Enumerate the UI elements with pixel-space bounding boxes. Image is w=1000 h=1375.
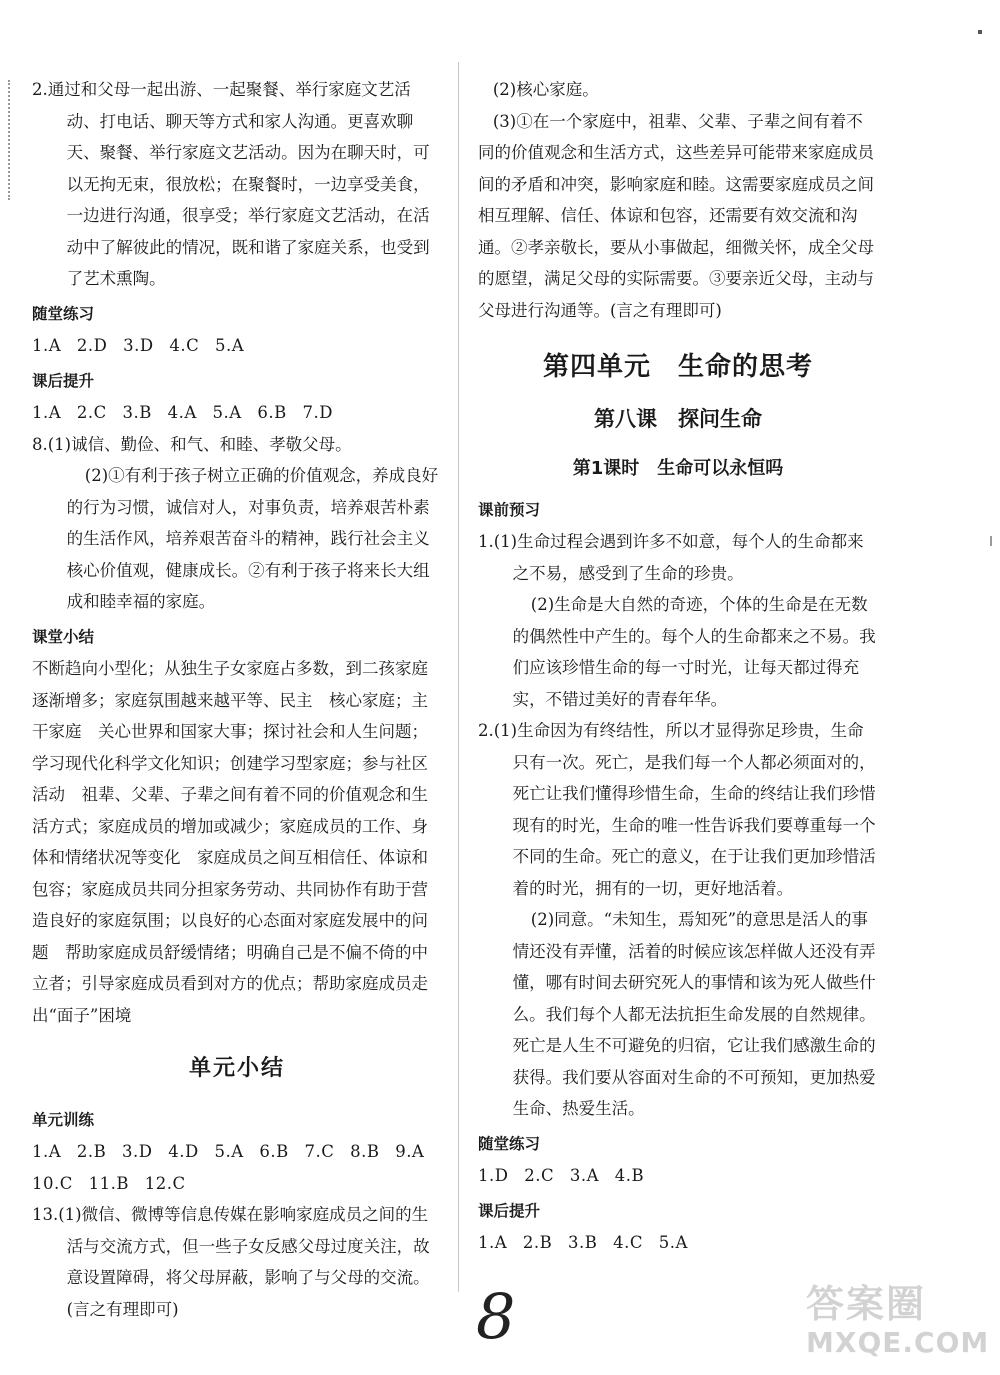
answer-r-q1-part2: (2)生命是大自然的奇迹，个体的生命是在无数的偶然性中产生的。每个人的生命都来之不易。我们应该珍惜生命的每一寸时光，让每天都过得充实，不错过美好的青春年华。	[512, 595, 876, 709]
answers-unit-training-line1: 1.A 2.B 3.D 4.D 5.A 6.B 7.C 8.B 9.A	[32, 1142, 425, 1161]
period-title: 第1课时 生命可以永恒吗	[572, 458, 784, 479]
right-column	[478, 74, 878, 1259]
answers-after-class: 1.A 2.C 3.B 4.A 5.A 6.B 7.D	[32, 403, 334, 422]
page-number: 8	[476, 1280, 516, 1353]
heading-preview: 课前预习	[478, 500, 541, 519]
column-divider	[458, 62, 459, 1292]
heading-after-class: 课后提升	[32, 371, 95, 390]
heading-in-class-practice: 随堂练习	[32, 304, 95, 323]
corner-mark	[978, 30, 982, 34]
watermark-top-text: 答案圈	[806, 1282, 927, 1326]
side-tick	[990, 536, 998, 546]
answers-in-class-practice: 1.A 2.D 3.D 4.C 5.A	[32, 336, 245, 355]
class-summary-text: 不断趋向小型化；从独生子女家庭占多数，到二孩家庭逐渐增多；家庭氛围越来越平等、民主 核心家庭；主干家庭 关心世界和国家大事；探讨社会和人生问题；学习现代化科学文化知识；创建学习型家庭；参与社区活动 祖辈、父辈、子辈之间有着不同的价值观念和生活方式；家庭成员的增加或减少；家庭成员的工作、身体和情绪状况等变化 家庭成员之间互相信任、体谅和包容；家庭成员共同分担家务劳动、共同协作有助于营造良好的家庭氛围；以良好的心态面对家庭发展中的问题 帮助家庭成员舒缓情绪；明确自己是不偏不倚的中立者；引导家庭成员看到对方的优点；帮助家庭成员走出“面子”困境	[32, 659, 428, 1025]
answers-unit-training-line2: 10.C 11.B 12.C	[32, 1173, 186, 1193]
watermark-bottom-text: MXQE.COM	[806, 1326, 990, 1359]
heading-after-class-right: 课后提升	[478, 1201, 541, 1220]
answer-q13: 13.(1)微信、微博等信息传媒在影响家庭成员之间的生活与交流方式，但一些子女反感父母过度关注，故意设置障碍，将父母屏蔽，影响了与父母的交流。(言之有理即可)	[32, 1205, 430, 1319]
unit-title: 第四单元 生命的思考	[542, 352, 813, 382]
answer-p3: (3)①在一个家庭中，祖辈、父辈、子辈之间有着不同的价值观念和生活方式，这些差异可能带来家庭成员间的矛盾和冲突，影响家庭和睦。这需要家庭成员之间相互理解、信任、体谅和包容，还需要有效交流和沟通。②孝亲敬长，要从小事做起，细微关怀，成全父母的愿望，满足父母的实际需要。③要亲近父母，主动与父母进行沟通等。(言之有理即可)	[478, 111, 874, 320]
left-margin-dots	[8, 80, 10, 200]
left-column	[32, 74, 442, 1325]
answers-after-class-right: 1.A 2.B 3.B 4.C 5.A	[478, 1233, 688, 1252]
watermark-logo	[806, 1282, 994, 1372]
answer-r-q2-part1: 2.(1)生命因为有终结性，所以才显得弥足珍贵，生命只有一次。死亡，是我们每一个人都必须面对的，死亡让我们懂得珍惜生命，生命的终结让我们珍惜现有的时光，生命的唯一性告诉我们要尊重每一个不同的生命。死亡的意义，在于让我们更加珍惜活着的时光，拥有的一切，更好地活着。	[478, 721, 876, 898]
lesson-title: 第八课 探问生命	[594, 406, 762, 431]
heading-class-summary: 课堂小结	[32, 627, 95, 646]
answer-q2: 2.通过和父母一起出游、一起聚餐、举行家庭文艺活动、打电话、聊天等方式和家人沟通。更喜欢聊天、聚餐、举行家庭文艺活动。因为在聊天时，可以无拘无束，很放松；在聚餐时，一边享受美食，一边进行沟通，很享受；举行家庭文艺活动，在活动中了解彼此的情况，既和谐了家庭关系，也受到了艺术熏陶。	[32, 80, 430, 288]
answer-p2: (2)核心家庭。	[492, 80, 599, 99]
unit-summary-title: 单元小结	[188, 1056, 285, 1081]
answer-q8-part1: 8.(1)诚信、勤俭、和气、和睦、孝敬父母。	[32, 434, 352, 454]
answer-r-q1-part1: 1.(1)生命过程会遇到许多不如意，每个人的生命都来之不易，感受到了生命的珍贵。	[478, 532, 864, 583]
answer-r-q2-part2: (2)同意。“未知生，焉知死”的意思是活人的事情还没有弄懂，活着的时候应该怎样做人还没有弄懂，哪有时间去研究死人的事情和该为死人做些什么。我们每个人都无法抗拒生命发展的自然规律。死亡是人生不可避免的归宿，它让我们感激生命的获得。我们要从容面对生命的不可预知，更加热爱生命、热爱生活。	[512, 910, 876, 1118]
answers-in-class-practice-right: 1.D 2.C 3.A 4.B	[478, 1166, 645, 1185]
heading-unit-training: 单元训练	[32, 1110, 95, 1129]
answer-q8-part2: (2)①有利于孩子树立正确的价值观念，养成良好的行为习惯，诚信对人，对事负责，培养艰苦朴素的生活作风，培养艰苦奋斗的精神，践行社会主义核心价值观，健康成长。②有利于孩子将来长大组成和睦幸福的家庭。	[66, 466, 439, 611]
heading-in-class-practice-right: 随堂练习	[478, 1134, 541, 1153]
